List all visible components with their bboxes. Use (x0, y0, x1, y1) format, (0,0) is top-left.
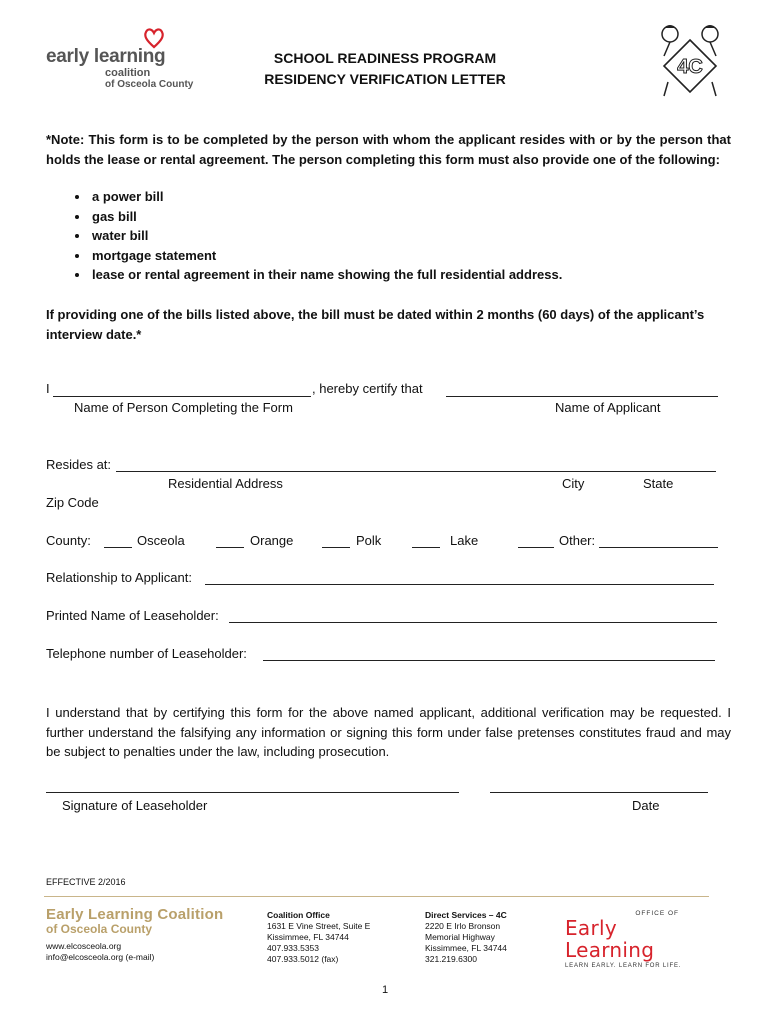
printed-name-field[interactable] (229, 622, 717, 623)
signature-field[interactable] (46, 792, 459, 793)
certification-statement: I understand that by certifying this form for the above named applicant, additional verification may be requested. I further understand the falsifying any information or signing this form under false pretenses constitutes fraud and may be subject to penalties under the law, including prosecution. (46, 705, 731, 759)
bills-note: If providing one of the bills listed above, the bill must be dated within 2 months (60 days) of the applicant’s interview date.* (46, 307, 705, 342)
footer-office-l1: 1631 E Vine Street, Suite E (267, 921, 371, 931)
footer-divider (44, 896, 709, 897)
footer-office-l2: Kissimmee, FL 34744 (267, 932, 349, 942)
footer-direct-l4: 321.219.6300 (425, 954, 477, 964)
logo-line1: early learning (46, 46, 166, 67)
relationship-label: Relationship to Applicant: (46, 570, 192, 585)
telephone-label: Telephone number of Leaseholder: (46, 646, 247, 661)
county-polk: Polk (356, 533, 382, 548)
label-city: City (562, 476, 585, 491)
county-label: County: (46, 533, 91, 548)
list-item: • water bill (90, 226, 562, 246)
footer-office-l4: 407.933.5012 (fax) (267, 954, 339, 964)
office-of-tagline: LEARN EARLY. LEARN FOR LIFE. (565, 963, 682, 969)
certify-middle: , hereby certify that (312, 381, 423, 396)
effective-date: EFFECTIVE 2/2016 (46, 877, 126, 887)
office-of-label: OFFICE OF (635, 910, 679, 917)
title-line2: RESIDENCY VERIFICATION LETTER (264, 71, 506, 87)
office-of-big: Early Learning (565, 916, 655, 962)
county-other: Other: (559, 533, 596, 548)
date-field[interactable] (490, 792, 708, 793)
date-label: Date (632, 798, 660, 813)
required-documents-list (64, 187, 562, 285)
footer-direct-l1: 2220 E Irlo Bronson (425, 921, 501, 931)
note-paragraph: *Note: This form is to be completed by the person with whom the applicant resides with or by the person that holds the lease or rental agreement. The person completing this form must also provide one of the following: (46, 132, 731, 167)
county-polk-blank[interactable] (322, 547, 350, 548)
footer-org (46, 906, 223, 963)
logo-left (46, 26, 196, 92)
list-item: • mortgage statement (90, 246, 562, 266)
footer-direct-l3: Kissimmee, FL 34744 (425, 943, 507, 953)
footer-email[interactable]: info@elcosceola.org (e-mail) (46, 952, 155, 962)
footer-org-name2: of Osceola County (46, 922, 153, 936)
footer-web[interactable]: www.elcosceola.org (46, 941, 122, 951)
label-applicant: Name of Applicant (555, 400, 661, 415)
office-of-early-learning-logo (565, 910, 705, 969)
county-osceola-blank[interactable] (104, 547, 132, 548)
label-address: Residential Address (168, 476, 283, 491)
title-line1: SCHOOL READINESS PROGRAM (273, 50, 497, 66)
page-number: 1 (381, 984, 389, 996)
logo-4c-text: 4C (677, 56, 703, 78)
county-other-field[interactable] (599, 547, 718, 548)
list-item: • a power bill (90, 187, 562, 207)
county-other-blank[interactable] (518, 547, 554, 548)
logo-right (654, 22, 726, 100)
footer-direct-l2: Memorial Highway (425, 932, 495, 942)
printed-name-label: Printed Name of Leaseholder: (46, 608, 219, 623)
resides-label: Resides at: (46, 457, 112, 472)
relationship-field[interactable] (205, 584, 714, 585)
footer-org-name1: Early Learning Coalition (46, 906, 224, 923)
address-field[interactable] (116, 471, 716, 472)
signature-label: Signature of Leaseholder (62, 798, 208, 813)
label-state: State (643, 476, 674, 491)
county-lake-blank[interactable] (412, 547, 440, 548)
county-lake: Lake (450, 533, 479, 548)
certify-prefix: I (46, 381, 50, 396)
county-orange-blank[interactable] (216, 547, 244, 548)
applicant-name-field[interactable] (446, 396, 718, 397)
list-item: • gas bill (90, 207, 562, 227)
label-zip: Zip Code (46, 495, 99, 510)
person-name-field[interactable] (53, 396, 311, 397)
telephone-field[interactable] (263, 660, 715, 661)
label-person: Name of Person Completing the Form (74, 400, 293, 415)
footer-direct-title: Direct Services – 4C (425, 910, 507, 920)
footer-direct (425, 910, 507, 965)
logo-line2: coalition (105, 67, 151, 79)
children-4c-logo-icon (654, 22, 726, 100)
page-title (200, 48, 570, 90)
footer-office-l3: 407.933.5353 (267, 943, 319, 953)
footer-office (267, 910, 370, 965)
list-item: • lease or rental agreement in their name showing the full residential address. (90, 265, 562, 285)
footer-office-title: Coalition Office (267, 910, 330, 920)
county-osceola: Osceola (137, 533, 185, 548)
county-orange: Orange (250, 533, 294, 548)
logo-line3: of Osceola County (105, 79, 194, 90)
